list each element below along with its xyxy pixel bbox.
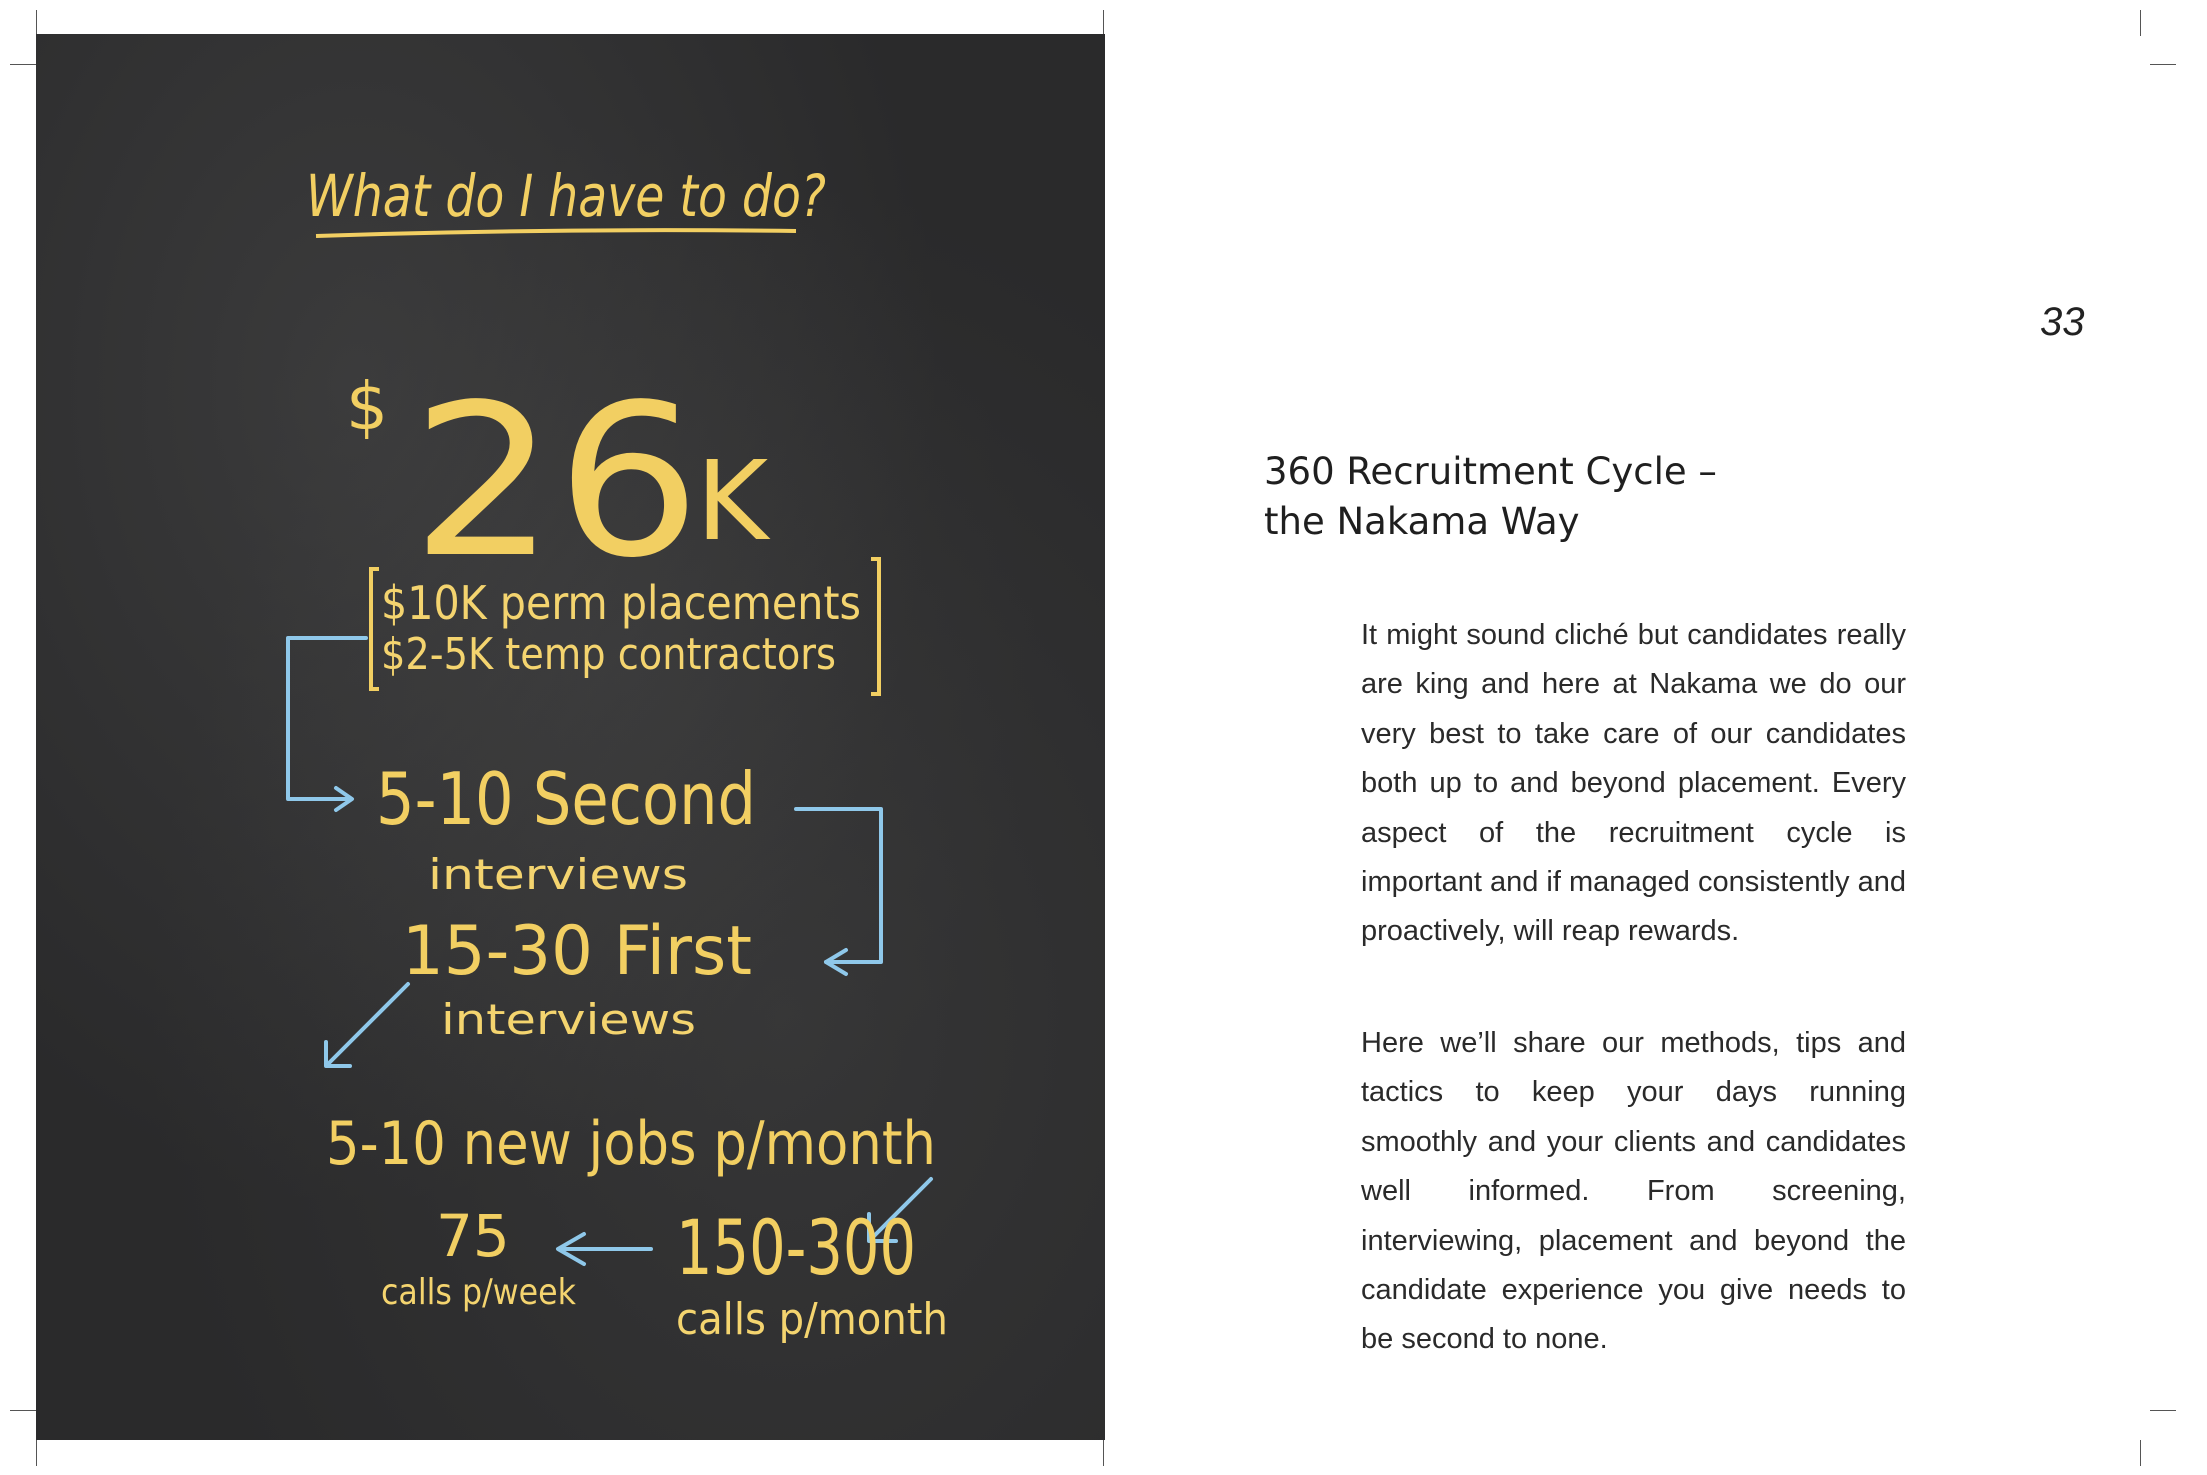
arrow-to-second-interviews [288,638,366,799]
chalk-weekly-calls-label: calls p/week [381,1272,577,1313]
chalk-second-interviews-label: interviews [428,850,688,899]
chalk-first-interviews: 15-30 First [402,912,752,991]
crop-mark [1103,10,1104,36]
crop-mark [36,10,37,36]
crop-mark [2150,64,2176,65]
section-heading [1264,447,1964,547]
crop-mark [1103,1440,1104,1466]
crop-mark [2140,1440,2141,1466]
crop-mark [2150,1410,2176,1411]
arrow-to-new-jobs [328,984,408,1064]
chalk-new-jobs: 5-10 new jobs p/month [326,1109,936,1179]
chalk-second-interviews: 5-10 Second [376,757,756,841]
chalk-amount: 26 [411,359,701,604]
crop-mark [2140,10,2141,36]
body-paragraph-1: It might sound cliché but candidates really are king and here at Nakama we do our very best to take care of our candidates both up to and beyond placement. Every aspect of the recruitment cycle is important and if managed consistently and proactively, will reap rewards. [1361,619,1906,948]
chalk-temp-contractors: $2-5K temp contractors [381,629,836,680]
chalk-title: What do I have to do? [306,162,826,230]
crop-mark [10,1410,36,1411]
title-underline [316,230,796,236]
arrow-to-first-interviews [796,809,881,962]
heading-line-1: 360 Recruitment Cycle – [1264,450,1717,493]
crop-mark [10,64,36,65]
chalk-weekly-calls: 75 [436,1202,510,1270]
right-bracket [871,559,879,694]
chalk-dollar-sign: $ [346,368,388,445]
chalk-perm-placements: $10K perm placements [381,576,861,630]
chalkboard-photo [36,34,1105,1440]
chalk-first-interviews-label: interviews [441,995,696,1044]
heading-line-2: the Nakama Way [1264,500,1580,543]
body-paragraph-2: Here we’ll share our methods, tips and tactics to keep your days running smoothly and your clients and candidates well informed. From screening, interviewing, placement and beyond the candidate experience you give needs to be second to none. [1361,1027,1906,1356]
chalk-monthly-calls-label: calls p/month [676,1294,948,1345]
left-bracket [371,569,379,689]
crop-mark [36,1440,37,1466]
page-number: 33 [2040,300,2085,344]
chalk-monthly-calls: 150-300 [676,1203,916,1292]
chalk-k: K [696,437,769,565]
chalkboard-drawing [36,34,1105,1440]
